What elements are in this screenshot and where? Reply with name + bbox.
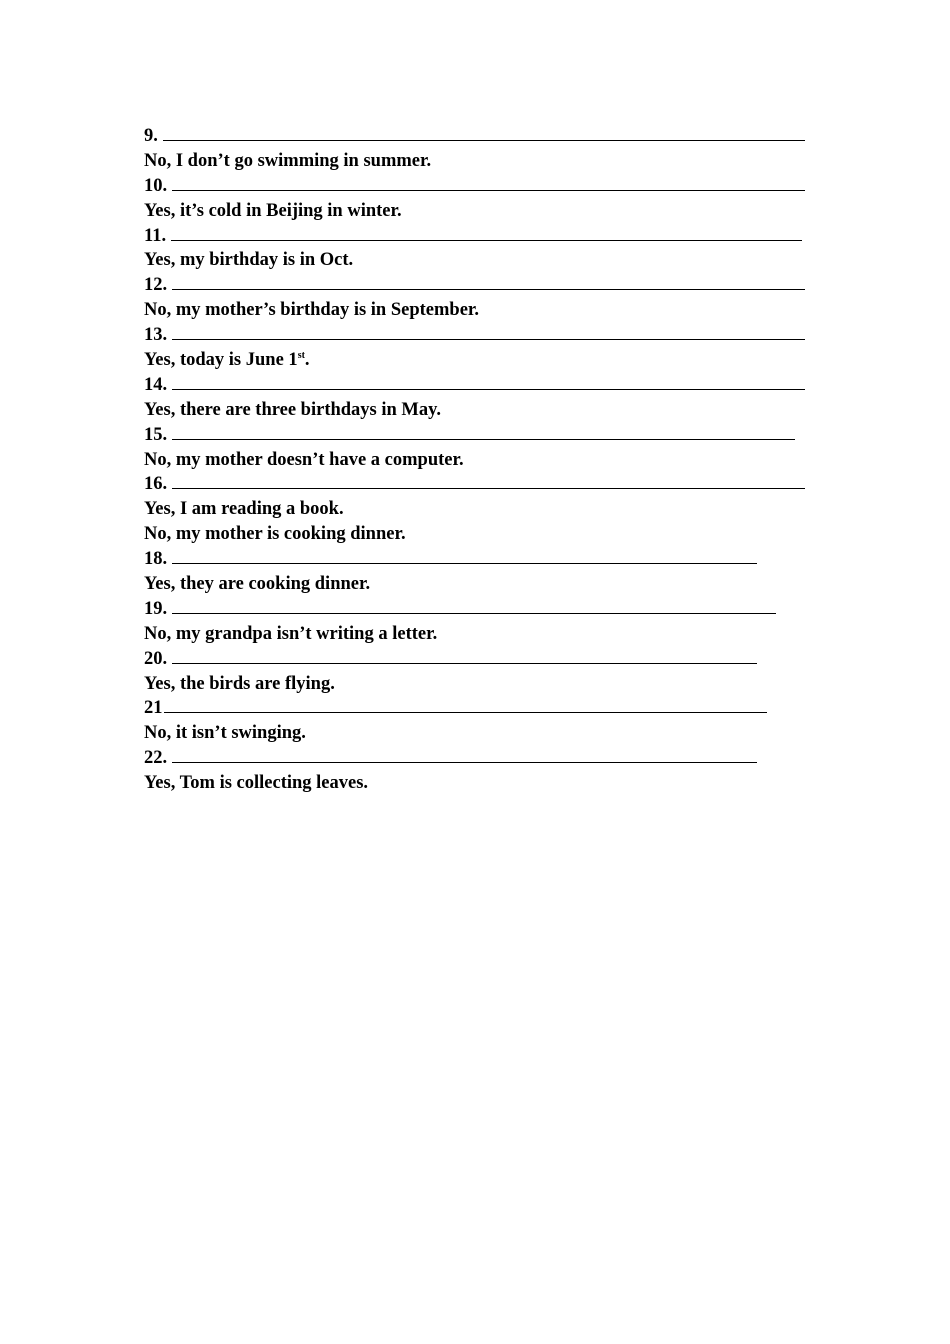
answer-blank[interactable] [172,274,805,290]
worksheet [144,124,844,796]
question-number: 11. [144,225,167,246]
question-number: 21 [144,698,163,719]
answer-line: Yes, it’s cold in Beijing in winter. [144,200,402,221]
answer-blank[interactable] [172,175,805,191]
answer-line: No, my grandpa isn’t writing a letter. [144,623,438,644]
answer-blank[interactable] [171,225,802,241]
answer-line: Yes, they are cooking dinner. [144,574,371,595]
answer-blank[interactable] [172,473,805,489]
question-line-11 [144,224,844,249]
answer-blank[interactable] [172,324,805,340]
question-number: 9. [144,126,158,146]
answer-line: Yes, my birthday is in Oct. [144,250,354,271]
answer-blank[interactable] [172,648,757,664]
question-number: 13. [144,325,168,346]
question-line-9 [144,124,844,149]
answer-line: Yes, the birds are flying. [144,673,335,694]
question-line-20 [144,647,844,672]
question-line-15 [144,423,844,448]
question-line-13 [144,323,844,348]
question-number: 12. [144,275,168,296]
question-line-14 [144,373,844,398]
answer-line [144,348,844,373]
answer-blank[interactable] [164,697,767,713]
question-line-18 [144,547,844,572]
answer-blank[interactable] [172,747,757,763]
question-number: 16. [144,474,168,495]
answer-line: No, it isn’t swinging. [144,723,306,744]
answer-line: Yes, I am reading a book. [144,499,344,520]
question-number: 18. [144,549,168,570]
question-number: 19. [144,598,168,619]
question-line-12 [144,273,844,298]
answer-blank[interactable] [172,424,795,440]
answer-line: No, I don’t go swimming in summer. [144,150,432,171]
question-line-10 [144,174,844,199]
question-line-19 [144,597,844,622]
answer-blank[interactable] [172,598,776,614]
question-line-16 [144,472,844,497]
question-line-21 [144,696,844,721]
question-number: 20. [144,648,168,669]
question-line-22 [144,746,844,771]
answer-line: No, my mother doesn’t have a computer. [144,449,464,470]
answer-line: Yes, there are three birthdays in May. [144,399,442,420]
answer-blank[interactable] [163,125,805,141]
answer-line: No, my mother’s birthday is in September. [144,300,480,321]
answer-text: Yes, today is June 1 [144,350,298,371]
answer-punctuation: . [304,350,310,371]
question-number: 10. [144,175,168,196]
answer-line: No, my mother is cooking dinner. [144,524,406,545]
ordinal-suffix: st [297,350,305,362]
answer-blank[interactable] [172,374,805,390]
question-number: 15. [144,424,168,445]
question-number: 22. [144,748,168,769]
question-number: 14. [144,374,168,395]
answer-line: Yes, Tom is collecting leaves. [144,773,369,794]
answer-blank[interactable] [172,548,757,564]
